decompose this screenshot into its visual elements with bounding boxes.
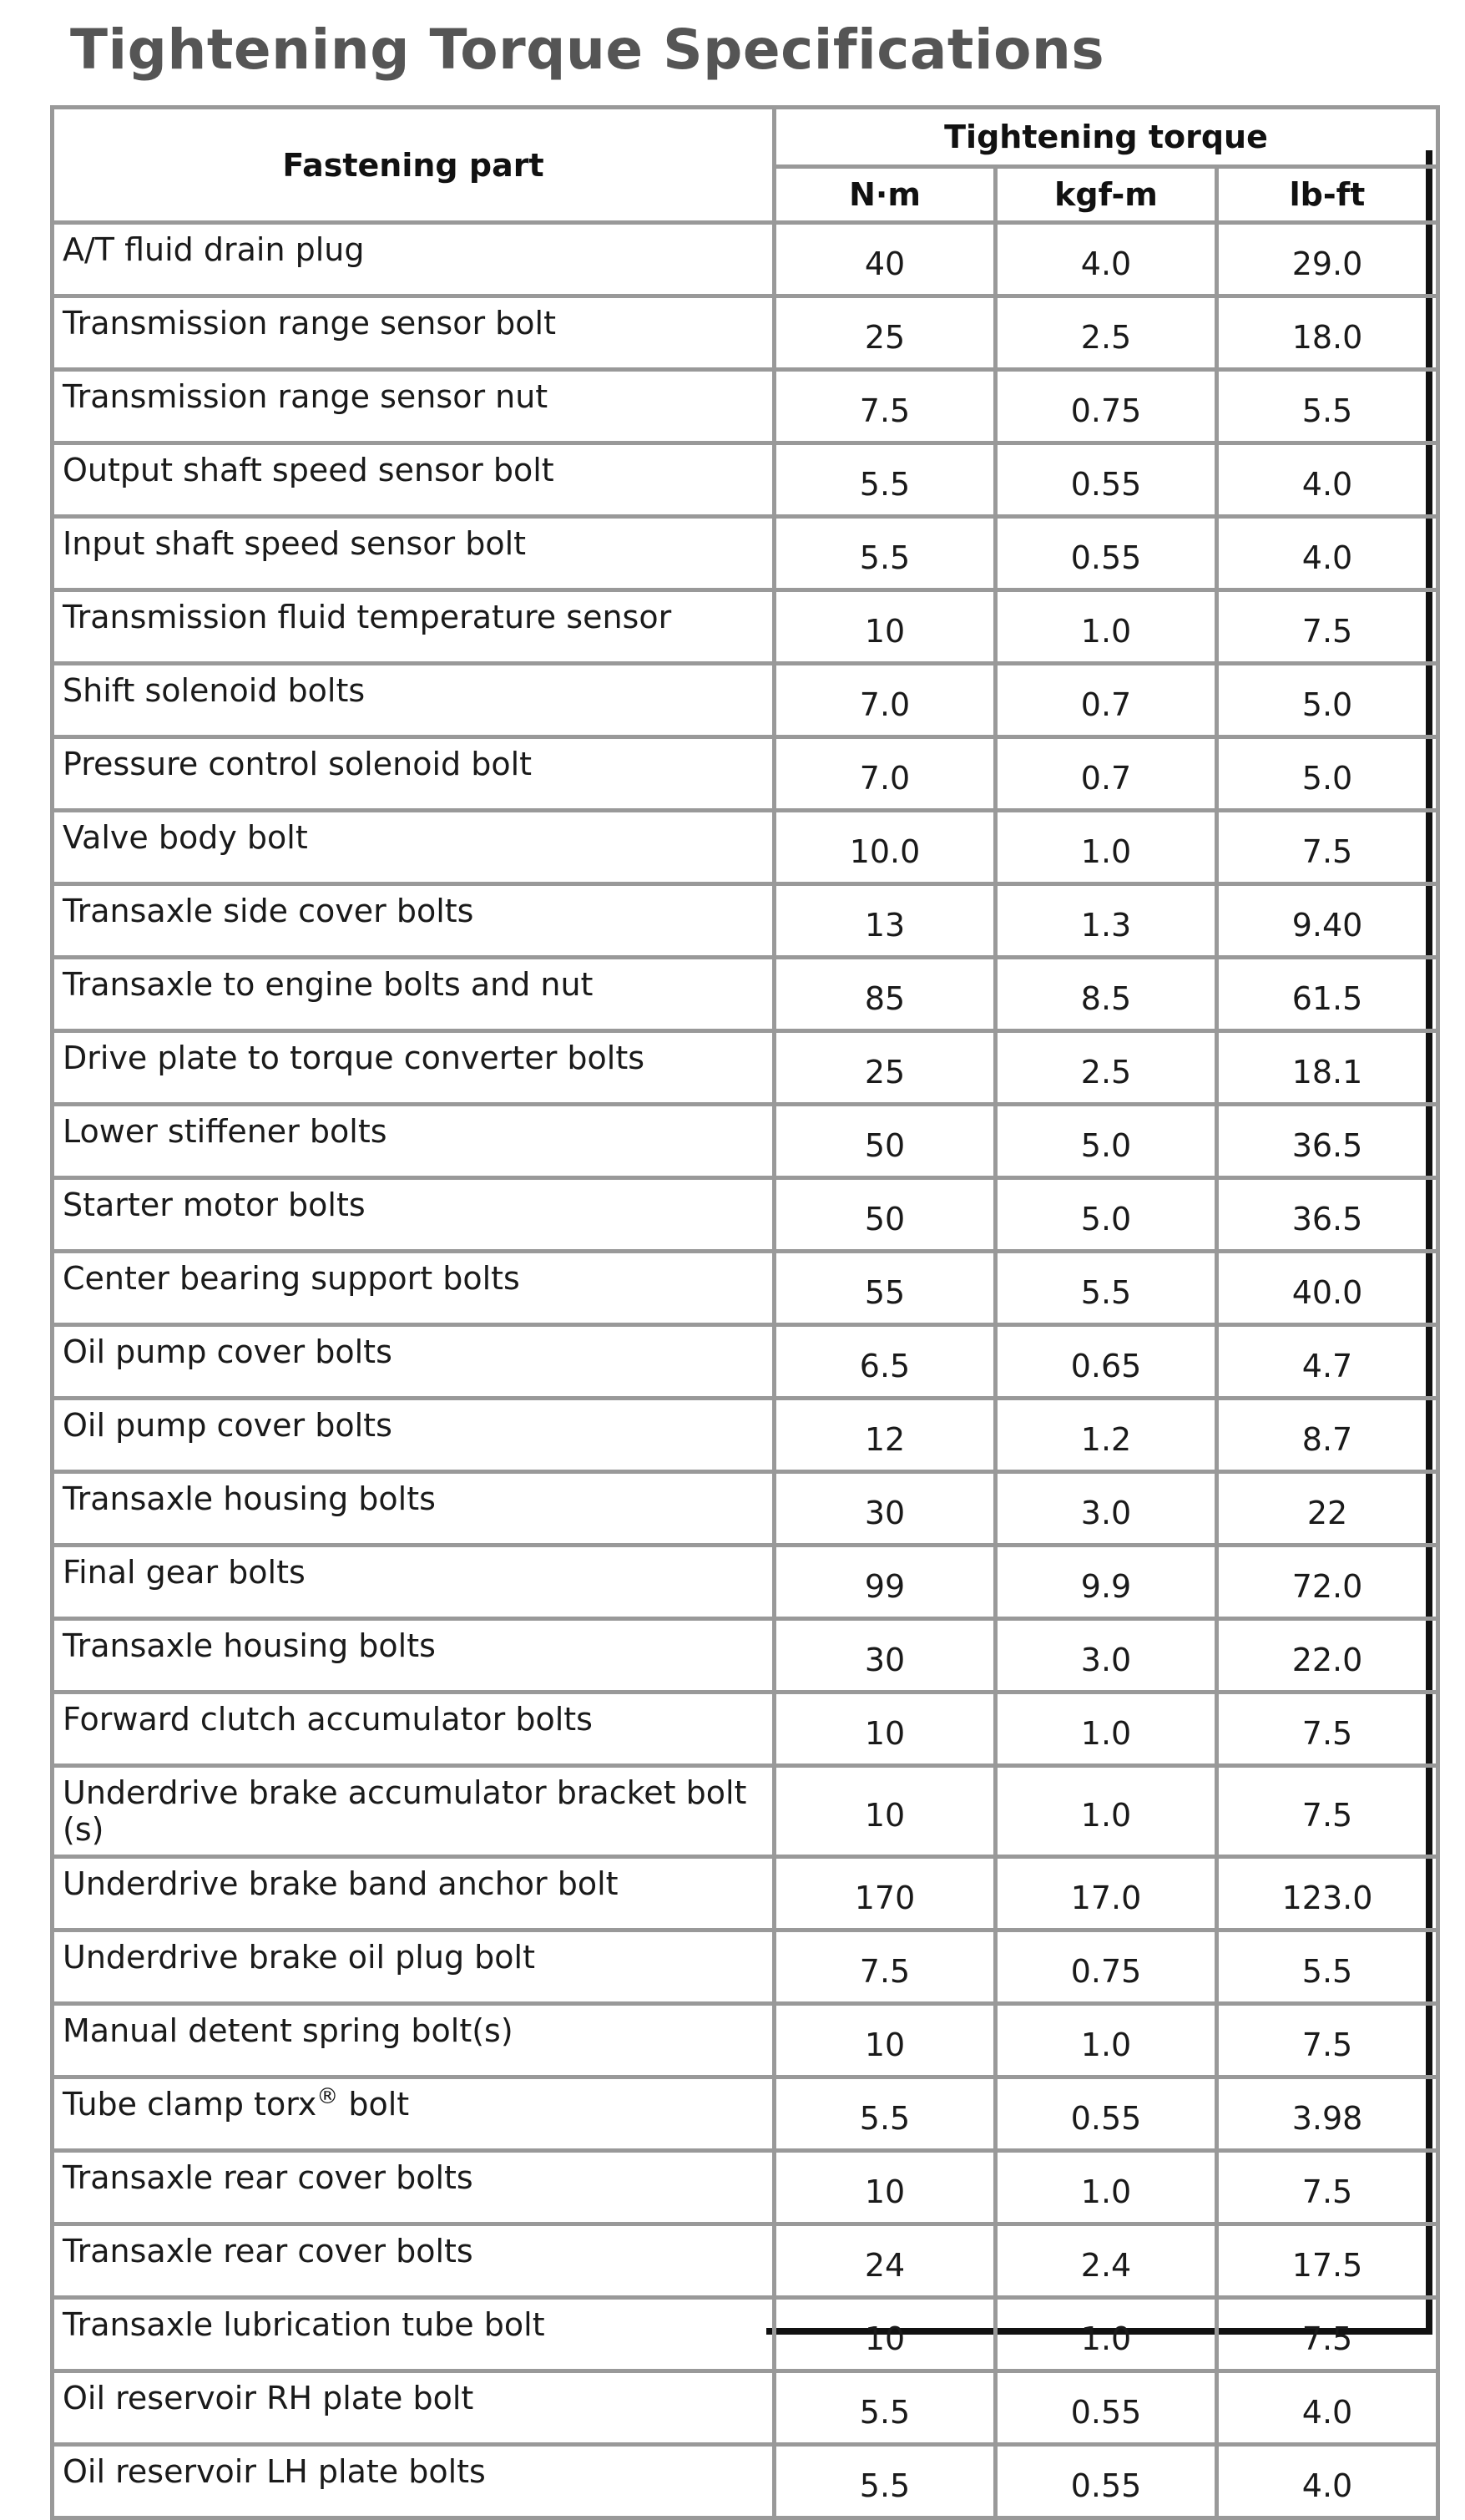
cell-kgfm: 1.0 bbox=[996, 2004, 1217, 2077]
cell-nm: 7.0 bbox=[775, 664, 996, 737]
cell-fastening-part bbox=[53, 223, 775, 296]
cell-kgfm: 0.55 bbox=[996, 443, 1217, 517]
table-row bbox=[53, 1105, 1438, 1178]
cell-nm: 12 bbox=[775, 1399, 996, 1472]
table-row bbox=[53, 2004, 1438, 2077]
table-row bbox=[53, 811, 1438, 884]
cell-kgfm: 0.7 bbox=[996, 664, 1217, 737]
fastening-part-text: Manual detent spring bolt(s) bbox=[63, 2012, 513, 2049]
fastening-part-text: Output shaft speed sensor bolt bbox=[63, 452, 554, 488]
fastening-part-text: Transmission fluid temperature sensor bbox=[63, 599, 672, 635]
cell-lbft: 123.0 bbox=[1217, 1857, 1438, 1930]
column-header-kgfm: kgf-m bbox=[996, 167, 1217, 223]
cell-fastening-part bbox=[53, 1619, 775, 1693]
cell-fastening-part bbox=[53, 1693, 775, 1766]
fastening-part-text: Transaxle side cover bolts bbox=[63, 893, 474, 929]
cell-nm: 13 bbox=[775, 884, 996, 958]
fastening-part-text: Valve body bolt bbox=[63, 819, 308, 856]
table-row bbox=[53, 1546, 1438, 1619]
registered-mark: ® bbox=[316, 2084, 339, 2109]
fastening-part-text: Input shaft speed sensor bolt bbox=[63, 525, 527, 562]
table-row bbox=[53, 2077, 1438, 2151]
fastening-part-text: Transaxle lubrication tube bolt bbox=[63, 2306, 545, 2343]
cell-fastening-part bbox=[53, 1178, 775, 1252]
cell-nm: 7.0 bbox=[775, 737, 996, 811]
table-row bbox=[53, 296, 1438, 370]
cell-fastening-part bbox=[53, 2004, 775, 2077]
table-row bbox=[53, 1619, 1438, 1693]
cell-fastening-part bbox=[53, 370, 775, 443]
cell-nm: 55 bbox=[775, 1252, 996, 1325]
cell-lbft: 5.5 bbox=[1217, 1930, 1438, 2004]
cell-kgfm: 1.3 bbox=[996, 884, 1217, 958]
table-row bbox=[53, 664, 1438, 737]
cell-lbft: 4.7 bbox=[1217, 1325, 1438, 1399]
cell-kgfm: 3.0 bbox=[996, 1619, 1217, 1693]
cell-lbft: 3.98 bbox=[1217, 2077, 1438, 2151]
cell-kgfm: 0.75 bbox=[996, 370, 1217, 443]
cell-lbft: 61.5 bbox=[1217, 958, 1438, 1031]
table-row bbox=[53, 1693, 1438, 1766]
cell-nm: 50 bbox=[775, 1178, 996, 1252]
cell-kgfm: 1.0 bbox=[996, 811, 1217, 884]
column-header-nm: N·m bbox=[775, 167, 996, 223]
cell-kgfm: 1.0 bbox=[996, 2151, 1217, 2224]
table-header bbox=[53, 108, 1438, 223]
table-row bbox=[53, 2151, 1438, 2224]
cell-lbft: 7.5 bbox=[1217, 811, 1438, 884]
cell-fastening-part bbox=[53, 2298, 775, 2371]
cell-nm: 10 bbox=[775, 2298, 996, 2371]
cell-kgfm: 1.0 bbox=[996, 2298, 1217, 2371]
cell-nm: 30 bbox=[775, 1472, 996, 1546]
page-title: Tightening Torque Specifications bbox=[70, 18, 1105, 82]
column-header-fastening-part: Fastening part bbox=[53, 108, 775, 223]
cell-kgfm: 2.4 bbox=[996, 2224, 1217, 2298]
cell-kgfm: 0.55 bbox=[996, 2077, 1217, 2151]
table-row bbox=[53, 1930, 1438, 2004]
cell-lbft: 7.5 bbox=[1217, 2151, 1438, 2224]
fastening-part-text: Forward clutch accumulator bolts bbox=[63, 1701, 593, 1738]
cell-nm: 7.5 bbox=[775, 1930, 996, 2004]
cell-nm: 10 bbox=[775, 2151, 996, 2224]
fastening-part-text: A/T fluid drain plug bbox=[63, 231, 365, 268]
table-row bbox=[53, 1766, 1438, 1857]
cell-nm: 6.5 bbox=[775, 1325, 996, 1399]
cell-nm: 5.5 bbox=[775, 2445, 996, 2518]
cell-fastening-part bbox=[53, 1766, 775, 1857]
fastening-part-text: Oil reservoir RH plate bolt bbox=[63, 2380, 474, 2416]
table-row bbox=[53, 884, 1438, 958]
table-row bbox=[53, 223, 1438, 296]
cell-kgfm: 0.75 bbox=[996, 1930, 1217, 2004]
fastening-part-text: Transaxle to engine bolts and nut bbox=[63, 966, 594, 1003]
cell-fastening-part bbox=[53, 2151, 775, 2224]
cell-kgfm: 5.5 bbox=[996, 1252, 1217, 1325]
cell-nm: 99 bbox=[775, 1546, 996, 1619]
cell-nm: 10.0 bbox=[775, 811, 996, 884]
cell-lbft: 22 bbox=[1217, 1472, 1438, 1546]
cell-lbft: 4.0 bbox=[1217, 517, 1438, 590]
cell-lbft: 72.0 bbox=[1217, 1546, 1438, 1619]
table-row bbox=[53, 958, 1438, 1031]
cell-kgfm: 1.0 bbox=[996, 1766, 1217, 1857]
fastening-part-text: Transaxle rear cover bolts bbox=[63, 2159, 473, 2196]
cell-fastening-part bbox=[53, 2224, 775, 2298]
cell-kgfm: 0.55 bbox=[996, 517, 1217, 590]
fastening-part-text: Underdrive brake band anchor bolt bbox=[63, 1865, 619, 1902]
fastening-part-text: Pressure control solenoid bolt bbox=[63, 746, 533, 782]
fastening-part-text: Transaxle housing bolts bbox=[63, 1627, 436, 1664]
fastening-part-text: Transmission range sensor bolt bbox=[63, 305, 556, 342]
torque-spec-table bbox=[50, 105, 1440, 2520]
cell-lbft: 29.0 bbox=[1217, 223, 1438, 296]
cell-kgfm: 17.0 bbox=[996, 1857, 1217, 1930]
cell-lbft: 18.1 bbox=[1217, 1031, 1438, 1105]
table-row bbox=[53, 590, 1438, 664]
cell-kgfm: 1.0 bbox=[996, 1693, 1217, 1766]
cell-nm: 50 bbox=[775, 1105, 996, 1178]
fastening-part-text: Transaxle housing bolts bbox=[63, 1480, 436, 1517]
cell-lbft: 36.5 bbox=[1217, 1105, 1438, 1178]
fastening-part-text: Shift solenoid bolts bbox=[63, 672, 366, 709]
cell-nm: 25 bbox=[775, 1031, 996, 1105]
cell-lbft: 36.5 bbox=[1217, 1178, 1438, 1252]
fastening-part-text: Starter motor bolts bbox=[63, 1187, 366, 1223]
column-header-lbft: lb-ft bbox=[1217, 167, 1438, 223]
cell-lbft: 7.5 bbox=[1217, 2004, 1438, 2077]
cell-nm: 5.5 bbox=[775, 2077, 996, 2151]
cell-fastening-part bbox=[53, 958, 775, 1031]
fastening-part-text: Oil pump cover bolts bbox=[63, 1333, 392, 1370]
fastening-part-text: Tube clamp torx bbox=[63, 2086, 317, 2123]
cell-fastening-part bbox=[53, 737, 775, 811]
cell-kgfm: 3.0 bbox=[996, 1472, 1217, 1546]
cell-nm: 10 bbox=[775, 590, 996, 664]
cell-lbft: 17.5 bbox=[1217, 2224, 1438, 2298]
cell-lbft: 18.0 bbox=[1217, 296, 1438, 370]
table-row bbox=[53, 1472, 1438, 1546]
cell-nm: 5.5 bbox=[775, 443, 996, 517]
cell-kgfm: 0.65 bbox=[996, 1325, 1217, 1399]
table-row bbox=[53, 2371, 1438, 2445]
column-group-header-tightening-torque: Tightening torque bbox=[775, 108, 1438, 167]
fastening-part-text: Underdrive brake accumulator bracket bolt (s) bbox=[63, 1774, 747, 1848]
cell-nm: 25 bbox=[775, 296, 996, 370]
cell-lbft: 7.5 bbox=[1217, 1766, 1438, 1857]
table-row bbox=[53, 517, 1438, 590]
cell-fastening-part bbox=[53, 1399, 775, 1472]
cell-kgfm: 4.0 bbox=[996, 223, 1217, 296]
table-row bbox=[53, 1857, 1438, 1930]
cell-fastening-part bbox=[53, 590, 775, 664]
fastening-part-text: Drive plate to torque converter bolts bbox=[63, 1040, 645, 1076]
table-row bbox=[53, 737, 1438, 811]
cell-fastening-part bbox=[53, 296, 775, 370]
fastening-part-suffix: bolt bbox=[338, 2086, 410, 2123]
cell-fastening-part bbox=[53, 1546, 775, 1619]
table-row bbox=[53, 2298, 1438, 2371]
cell-lbft: 7.5 bbox=[1217, 1693, 1438, 1766]
fastening-part-text: Oil pump cover bolts bbox=[63, 1407, 392, 1444]
cell-nm: 85 bbox=[775, 958, 996, 1031]
cell-fastening-part bbox=[53, 2077, 775, 2151]
cell-fastening-part bbox=[53, 517, 775, 590]
cell-lbft: 5.5 bbox=[1217, 370, 1438, 443]
cell-lbft: 8.7 bbox=[1217, 1399, 1438, 1472]
cell-kgfm: 9.9 bbox=[996, 1546, 1217, 1619]
cell-fastening-part bbox=[53, 1857, 775, 1930]
cell-nm: 40 bbox=[775, 223, 996, 296]
cell-kgfm: 0.55 bbox=[996, 2445, 1217, 2518]
table-row bbox=[53, 1325, 1438, 1399]
table-row bbox=[53, 1031, 1438, 1105]
table-row bbox=[53, 2224, 1438, 2298]
cell-fastening-part bbox=[53, 2371, 775, 2445]
fastening-part-text: Final gear bolts bbox=[63, 1554, 306, 1591]
cell-lbft: 5.0 bbox=[1217, 737, 1438, 811]
cell-lbft: 22.0 bbox=[1217, 1619, 1438, 1693]
cell-lbft: 4.0 bbox=[1217, 2445, 1438, 2518]
cell-lbft: 9.40 bbox=[1217, 884, 1438, 958]
cell-fastening-part bbox=[53, 1325, 775, 1399]
fastening-part-text: Transaxle rear cover bolts bbox=[63, 2233, 473, 2270]
cell-fastening-part bbox=[53, 1105, 775, 1178]
cell-kgfm: 8.5 bbox=[996, 958, 1217, 1031]
cell-kgfm: 5.0 bbox=[996, 1178, 1217, 1252]
fastening-part-text: Lower stiffener bolts bbox=[63, 1113, 387, 1150]
cell-nm: 10 bbox=[775, 1693, 996, 1766]
cell-kgfm: 1.0 bbox=[996, 590, 1217, 664]
cell-nm: 10 bbox=[775, 1766, 996, 1857]
fastening-part-text: Underdrive brake oil plug bolt bbox=[63, 1939, 535, 1976]
cell-lbft: 4.0 bbox=[1217, 443, 1438, 517]
cell-kgfm: 2.5 bbox=[996, 1031, 1217, 1105]
cell-fastening-part bbox=[53, 811, 775, 884]
cell-fastening-part bbox=[53, 2445, 775, 2518]
cell-nm: 170 bbox=[775, 1857, 996, 1930]
cell-lbft: 5.0 bbox=[1217, 664, 1438, 737]
fastening-part-text: Transmission range sensor nut bbox=[63, 378, 548, 415]
table-row bbox=[53, 443, 1438, 517]
cell-fastening-part bbox=[53, 1031, 775, 1105]
cell-nm: 24 bbox=[775, 2224, 996, 2298]
cell-fastening-part bbox=[53, 1252, 775, 1325]
cell-fastening-part bbox=[53, 1930, 775, 2004]
cell-kgfm: 0.7 bbox=[996, 737, 1217, 811]
fastening-part-text: Center bearing support bolts bbox=[63, 1260, 520, 1297]
table-row bbox=[53, 2445, 1438, 2518]
table-row bbox=[53, 370, 1438, 443]
cell-lbft: 40.0 bbox=[1217, 1252, 1438, 1325]
cell-lbft: 4.0 bbox=[1217, 2371, 1438, 2445]
cell-nm: 7.5 bbox=[775, 370, 996, 443]
cell-fastening-part bbox=[53, 664, 775, 737]
cell-lbft: 7.5 bbox=[1217, 590, 1438, 664]
cell-lbft: 7.5 bbox=[1217, 2298, 1438, 2371]
cell-fastening-part bbox=[53, 1472, 775, 1546]
cell-kgfm: 5.0 bbox=[996, 1105, 1217, 1178]
cell-kgfm: 1.2 bbox=[996, 1399, 1217, 1472]
cell-fastening-part bbox=[53, 884, 775, 958]
cell-nm: 30 bbox=[775, 1619, 996, 1693]
table-row bbox=[53, 1399, 1438, 1472]
cell-kgfm: 2.5 bbox=[996, 296, 1217, 370]
table-body bbox=[53, 223, 1438, 2518]
cell-nm: 5.5 bbox=[775, 2371, 996, 2445]
cell-nm: 5.5 bbox=[775, 517, 996, 590]
cell-kgfm: 0.55 bbox=[996, 2371, 1217, 2445]
cell-nm: 10 bbox=[775, 2004, 996, 2077]
table-row bbox=[53, 1178, 1438, 1252]
cell-fastening-part bbox=[53, 443, 775, 517]
table-row bbox=[53, 1252, 1438, 1325]
fastening-part-text: Oil reservoir LH plate bolts bbox=[63, 2453, 486, 2490]
